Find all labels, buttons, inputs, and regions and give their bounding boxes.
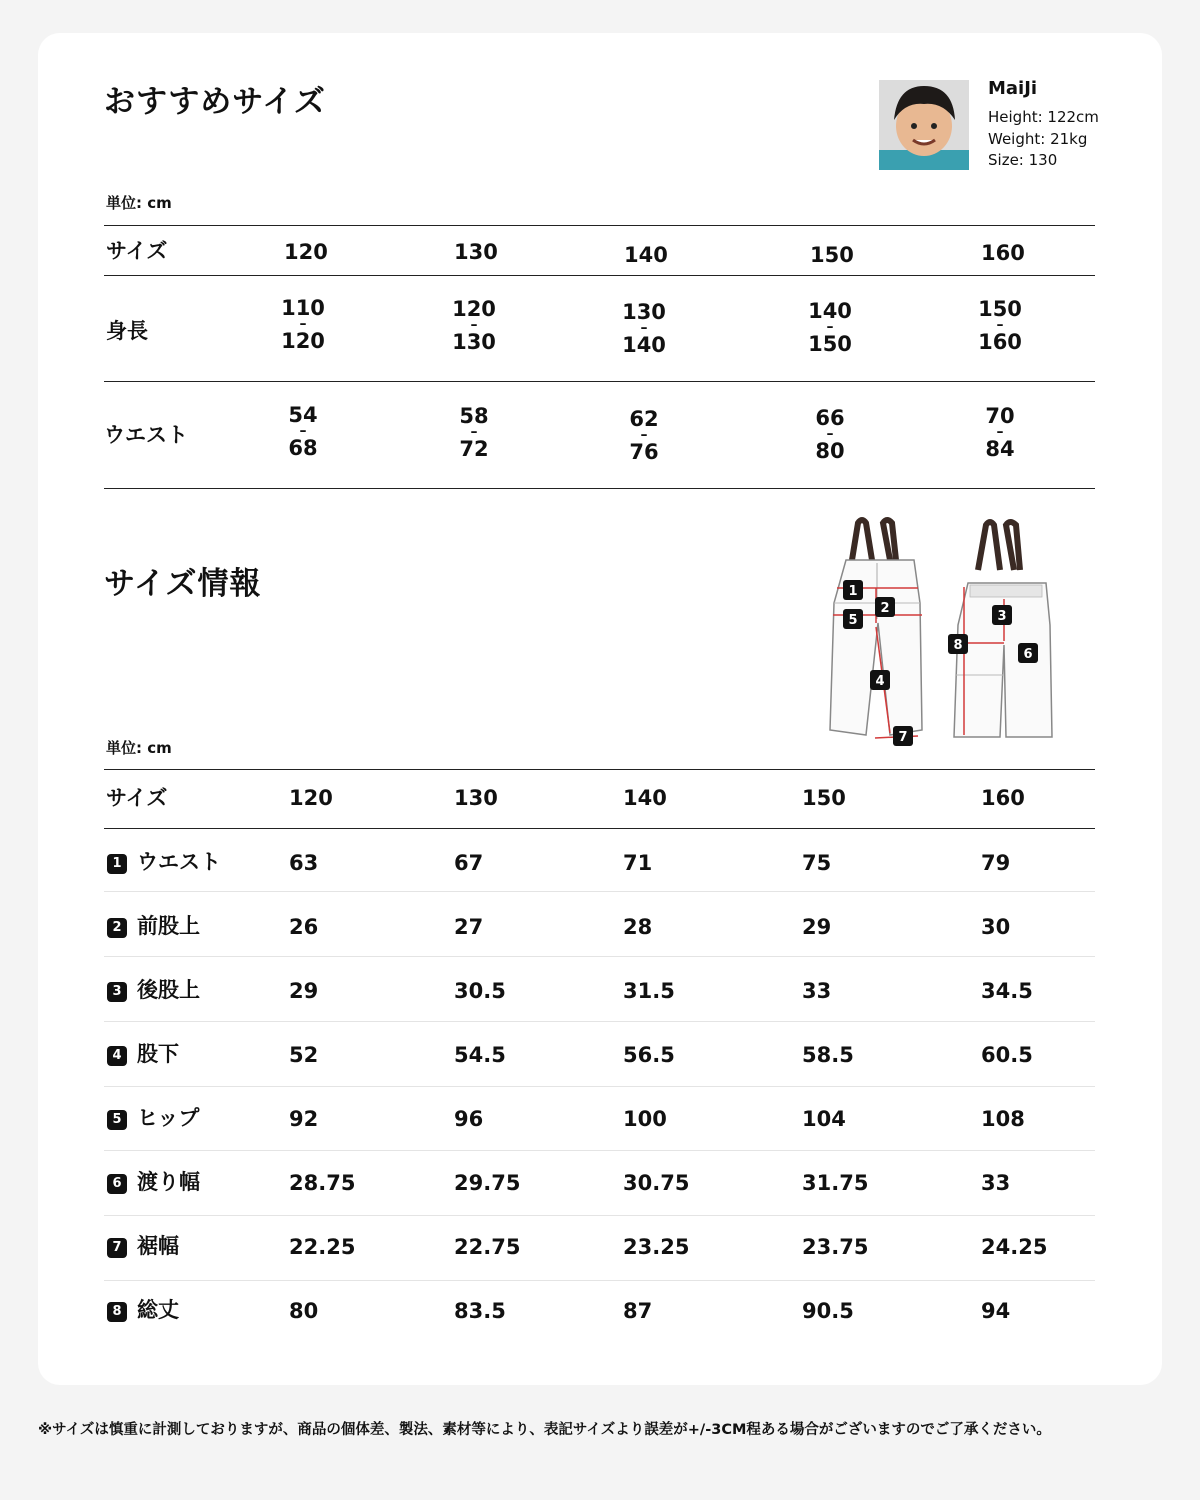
recommended-size-130: 130 <box>454 240 498 264</box>
height-row-label: 身長 <box>106 319 148 343</box>
measure-number-badge: 4 <box>107 1046 127 1066</box>
table-rule <box>104 769 1095 770</box>
measure-value: 100 <box>623 1107 667 1131</box>
diagram-marker-5 <box>843 609 863 629</box>
diagram-marker-3 <box>992 605 1012 625</box>
table-rule <box>104 275 1095 276</box>
measure-row-label: 1 ウエスト <box>107 852 221 874</box>
measure-value: 67 <box>454 851 484 875</box>
svg-text:2: 2 <box>880 601 890 616</box>
size-info-title: サイズ情報 <box>104 566 262 602</box>
footnote: ※サイズは慎重に計測しておりますが、商品の個体差、製法、素材等により、表記サイズより誤差が+/-3CM程ある場合がございますのでご了承ください。 <box>38 1422 1051 1438</box>
measure-value: 22.75 <box>454 1235 521 1259</box>
row-divider <box>104 1215 1095 1216</box>
table-rule <box>104 381 1095 382</box>
measure-value: 30 <box>981 915 1011 939</box>
measure-number-badge: 2 <box>107 918 127 938</box>
measure-number-badge: 7 <box>107 1238 127 1258</box>
measure-value: 29 <box>802 915 832 939</box>
height-range-150: 140 – 150 <box>808 299 852 356</box>
model-photo <box>879 80 969 170</box>
measure-value: 31.75 <box>802 1171 869 1195</box>
measure-number-badge: 5 <box>107 1110 127 1130</box>
diagram-marker-8 <box>948 634 968 654</box>
measure-value: 58.5 <box>802 1043 854 1067</box>
recommended-size-title: おすすめサイズ <box>104 84 326 120</box>
measure-value: 108 <box>981 1107 1025 1131</box>
svg-text:7: 7 <box>898 730 908 745</box>
model-size: Size: 130 <box>988 151 1058 169</box>
measure-value: 23.75 <box>802 1235 869 1259</box>
size-info-size-140: 140 <box>623 786 667 810</box>
row-divider <box>104 1280 1095 1281</box>
measure-value: 60.5 <box>981 1043 1033 1067</box>
recommended-size-header: サイズ <box>106 239 168 263</box>
height-range-160: 150 – 160 <box>978 297 1022 354</box>
size-info-unit-label: 単位: cm <box>106 739 172 757</box>
waist-range-160: 70 – 84 <box>985 404 1015 461</box>
measure-value: 33 <box>981 1171 1011 1195</box>
diagram-marker-1 <box>843 580 863 600</box>
measure-number-badge: 3 <box>107 982 127 1002</box>
table-rule <box>104 828 1095 829</box>
model-weight: Weight: 21kg <box>988 130 1088 148</box>
measure-value: 29 <box>289 979 319 1003</box>
waist-range-140: 62 – 76 <box>629 407 659 464</box>
measure-value: 29.75 <box>454 1171 521 1195</box>
measure-value: 24.25 <box>981 1235 1048 1259</box>
diagram-marker-2 <box>875 597 895 617</box>
measure-row-label: 7 裾幅 <box>107 1236 179 1258</box>
measure-row-label: 4 股下 <box>107 1044 179 1066</box>
measure-value: 80 <box>289 1299 319 1323</box>
svg-text:5: 5 <box>848 613 858 628</box>
measure-value: 96 <box>454 1107 484 1131</box>
recommended-size-150: 150 <box>810 243 854 267</box>
measure-value: 33 <box>802 979 832 1003</box>
table-rule <box>104 225 1095 226</box>
waist-range-120: 54 – 68 <box>288 403 318 460</box>
measure-row-label: 2 前股上 <box>107 916 200 938</box>
measure-value: 30.5 <box>454 979 506 1003</box>
row-divider <box>104 1086 1095 1087</box>
waist-row-label: ウエスト <box>104 423 188 447</box>
measure-row-label: 8 総丈 <box>107 1300 179 1322</box>
diagram-marker-4 <box>870 670 890 690</box>
model-name: MaiJi <box>988 78 1038 99</box>
measure-value: 104 <box>802 1107 846 1131</box>
measure-value: 56.5 <box>623 1043 675 1067</box>
svg-text:8: 8 <box>953 638 963 653</box>
model-height: Height: 122cm <box>988 108 1099 126</box>
height-range-120: 110 – 120 <box>281 296 325 353</box>
recommended-unit-label: 単位: cm <box>106 194 172 212</box>
measure-value: 31.5 <box>623 979 675 1003</box>
measure-value: 54.5 <box>454 1043 506 1067</box>
row-divider <box>104 1150 1095 1151</box>
recommended-size-140: 140 <box>624 243 668 267</box>
size-info-size-120: 120 <box>289 786 333 810</box>
height-range-130: 120 – 130 <box>452 297 496 354</box>
size-info-size-header: サイズ <box>106 786 168 810</box>
measure-value: 87 <box>623 1299 653 1323</box>
height-range-140: 130 – 140 <box>622 300 666 357</box>
svg-text:4: 4 <box>875 674 885 689</box>
measure-value: 83.5 <box>454 1299 506 1323</box>
size-info-size-150: 150 <box>802 786 846 810</box>
measure-value: 26 <box>289 915 319 939</box>
recommended-size-160: 160 <box>981 241 1025 265</box>
diagram-marker-6 <box>1018 643 1038 663</box>
svg-text:1: 1 <box>848 584 858 599</box>
size-info-size-130: 130 <box>454 786 498 810</box>
measure-row-label: 3 後股上 <box>107 980 200 1002</box>
measure-value: 22.25 <box>289 1235 356 1259</box>
recommended-size-120: 120 <box>284 240 328 264</box>
measure-value: 52 <box>289 1043 319 1067</box>
measure-value: 75 <box>802 851 832 875</box>
measure-value: 71 <box>623 851 653 875</box>
measure-number-badge: 8 <box>107 1302 127 1322</box>
garment-measurement-diagram <box>820 515 1070 755</box>
measure-value: 28 <box>623 915 653 939</box>
waist-range-150: 66 – 80 <box>815 406 845 463</box>
measure-value: 23.25 <box>623 1235 690 1259</box>
measure-row-label: 6 渡り幅 <box>107 1172 200 1194</box>
measure-value: 30.75 <box>623 1171 690 1195</box>
measure-row-label: 5 ヒップ <box>107 1108 199 1130</box>
row-divider <box>104 891 1095 892</box>
size-info-size-160: 160 <box>981 786 1025 810</box>
measure-number-badge: 1 <box>107 854 127 874</box>
measure-value: 28.75 <box>289 1171 356 1195</box>
measure-value: 90.5 <box>802 1299 854 1323</box>
measure-value: 27 <box>454 915 484 939</box>
svg-text:6: 6 <box>1023 647 1033 662</box>
measure-value: 34.5 <box>981 979 1033 1003</box>
waist-range-130: 58 – 72 <box>459 404 489 461</box>
svg-text:3: 3 <box>997 609 1007 624</box>
measure-value: 79 <box>981 851 1011 875</box>
table-rule <box>104 488 1095 489</box>
row-divider <box>104 1021 1095 1022</box>
measure-number-badge: 6 <box>107 1174 127 1194</box>
measure-value: 94 <box>981 1299 1011 1323</box>
measure-value: 92 <box>289 1107 319 1131</box>
row-divider <box>104 956 1095 957</box>
measure-value: 63 <box>289 851 319 875</box>
diagram-marker-7 <box>893 726 913 746</box>
